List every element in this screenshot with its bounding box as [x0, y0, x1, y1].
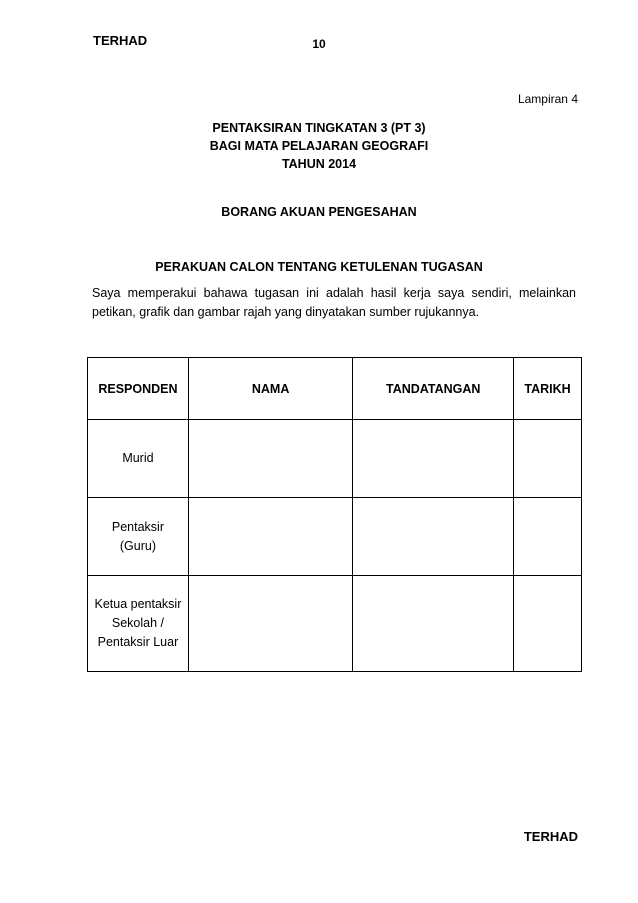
- nama-cell[interactable]: [188, 498, 352, 576]
- responden-label: (Guru): [119, 538, 157, 553]
- tarikh-cell[interactable]: [514, 498, 582, 576]
- appendix-label: Lampiran 4: [517, 92, 578, 106]
- responden-label: Pentaksir: [111, 519, 164, 534]
- column-header-nama: NAMA: [188, 358, 352, 420]
- table-header-row: [88, 358, 582, 420]
- respondent-table: [87, 357, 582, 672]
- header-classification: TERHAD: [93, 33, 148, 48]
- footer-classification: TERHAD: [523, 829, 578, 844]
- table-row: [88, 498, 582, 576]
- assessment-title: PENTAKSIRAN TINGKATAN 3 (PT 3): [212, 121, 426, 135]
- form-title: BORANG AKUAN PENGESAHAN: [221, 205, 417, 219]
- responden-label: Pentaksir Luar: [97, 635, 179, 649]
- tandatangan-cell[interactable]: [353, 498, 514, 576]
- column-header-tandatangan: TANDATANGAN: [353, 358, 514, 420]
- responden-label: Sekolah /: [111, 616, 165, 630]
- subject-title: BAGI MATA PELAJARAN GEOGRAFI: [209, 139, 429, 153]
- declaration-text: Saya memperakui bahawa tugasan ini adalah hasil kerja saya sendiri, melainkan petikan, grafik dan gambar rajah yang dinyatakan sumber rujukannya.: [92, 286, 576, 319]
- table-row: [88, 576, 582, 672]
- tandatangan-cell[interactable]: [353, 576, 514, 672]
- tarikh-cell[interactable]: [514, 420, 582, 498]
- responden-label: Ketua pentaksir: [94, 597, 182, 611]
- responden-label: Murid: [122, 451, 154, 465]
- nama-cell[interactable]: [188, 420, 352, 498]
- tandatangan-cell[interactable]: [353, 420, 514, 498]
- responden-cell: [88, 498, 189, 576]
- table-row: [88, 420, 582, 498]
- page-number: 10: [312, 37, 326, 51]
- responden-cell: [88, 420, 189, 498]
- section-title: PERAKUAN CALON TENTANG KETULENAN TUGASAN: [155, 260, 483, 274]
- column-header-responden: RESPONDEN: [88, 358, 189, 420]
- column-header-tarikh: TARIKH: [514, 358, 582, 420]
- nama-cell[interactable]: [188, 576, 352, 672]
- responden-cell: [88, 576, 189, 672]
- tarikh-cell[interactable]: [514, 576, 582, 672]
- year-title: TAHUN 2014: [281, 157, 357, 171]
